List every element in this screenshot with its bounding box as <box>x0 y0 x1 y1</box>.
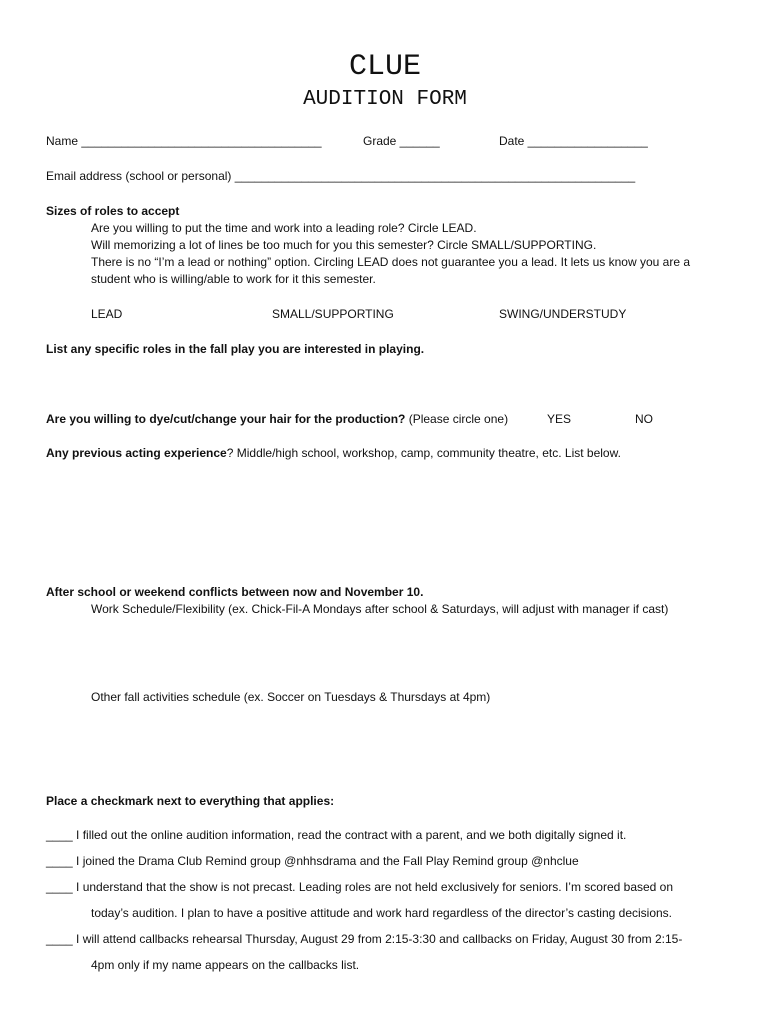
form-subtitle: AUDITION FORM <box>303 88 467 111</box>
hair-yes-option[interactable]: YES <box>547 412 572 426</box>
checklist-item-3-continued: today’s audition. I plan to have a positive attitude and work hard regardless of the director’s casting decisions. <box>91 906 673 920</box>
option-swing-understudy[interactable]: SWING/UNDERSTUDY <box>499 307 627 321</box>
checklist-item-2[interactable]: ____ I joined the Drama Club Remind group @nhhsdrama and the Fall Play Remind group @nhclue <box>46 854 579 868</box>
other-activities-label: Other fall activities schedule (ex. Soccer on Tuesdays & Thursdays at 4pm) <box>91 690 491 704</box>
experience-question: Any previous acting experience <box>46 446 227 460</box>
option-lead[interactable]: LEAD <box>91 307 123 321</box>
work-schedule-label: Work Schedule/Flexibility (ex. Chick-Fil-A Mondays after school & Saturdays, will adjust with manager if cast) <box>91 602 669 616</box>
experience-note: ? Middle/high school, workshop, camp, community theatre, etc. List below. <box>226 446 621 460</box>
checklist-item-4[interactable]: ____ I will attend callbacks rehearsal Thursday, August 29 from 2:15-3:30 and callbacks on Friday, August 30 from 2:15- <box>46 932 683 946</box>
conflicts-heading: After school or weekend conflicts between now and November 10. <box>46 585 424 599</box>
sizes-line-2: Will memorizing a lot of lines be too much for you this semester? Circle SMALL/SUPPORTING. <box>91 238 597 252</box>
date-field[interactable]: Date __________________ <box>499 134 648 148</box>
option-small-supporting[interactable]: SMALL/SUPPORTING <box>272 307 394 321</box>
checklist-item-4-continued: 4pm only if my name appears on the callbacks list. <box>91 958 360 972</box>
email-field[interactable]: Email address (school or personal) ____________________________________________________________ <box>46 169 636 183</box>
sizes-heading: Sizes of roles to accept <box>46 204 180 218</box>
checklist-item-3[interactable]: ____ I understand that the show is not precast. Leading roles are not held exclusively for seniors. I’m scored based on <box>46 880 674 894</box>
sizes-line-4: student who is willing/able to work for it this semester. <box>91 272 376 286</box>
hair-no-option[interactable]: NO <box>635 412 653 426</box>
checklist-heading: Place a checkmark next to everything that applies: <box>46 794 335 808</box>
checklist-item-1[interactable]: ____ I filled out the online audition information, read the contract with a parent, and we both digitally signed it. <box>46 828 627 842</box>
experience-line <box>46 446 621 461</box>
roles-heading: List any specific roles in the fall play you are interested in playing. <box>46 342 425 356</box>
form-title: CLUE <box>348 50 421 84</box>
sizes-line-1: Are you willing to put the time and work into a leading role? Circle LEAD. <box>91 221 477 235</box>
sizes-line-3: There is no “I’m a lead or nothing” option. Circling LEAD does not guarantee you a lead. It lets us know you are a <box>91 255 691 269</box>
name-field[interactable]: Name ____________________________________ <box>46 134 322 148</box>
hair-question-line <box>46 412 508 427</box>
hair-question: Are you willing to dye/cut/change your hair for the production? <box>46 412 406 426</box>
grade-field[interactable]: Grade ______ <box>363 134 440 148</box>
hair-note: (Please circle one) <box>408 412 509 426</box>
